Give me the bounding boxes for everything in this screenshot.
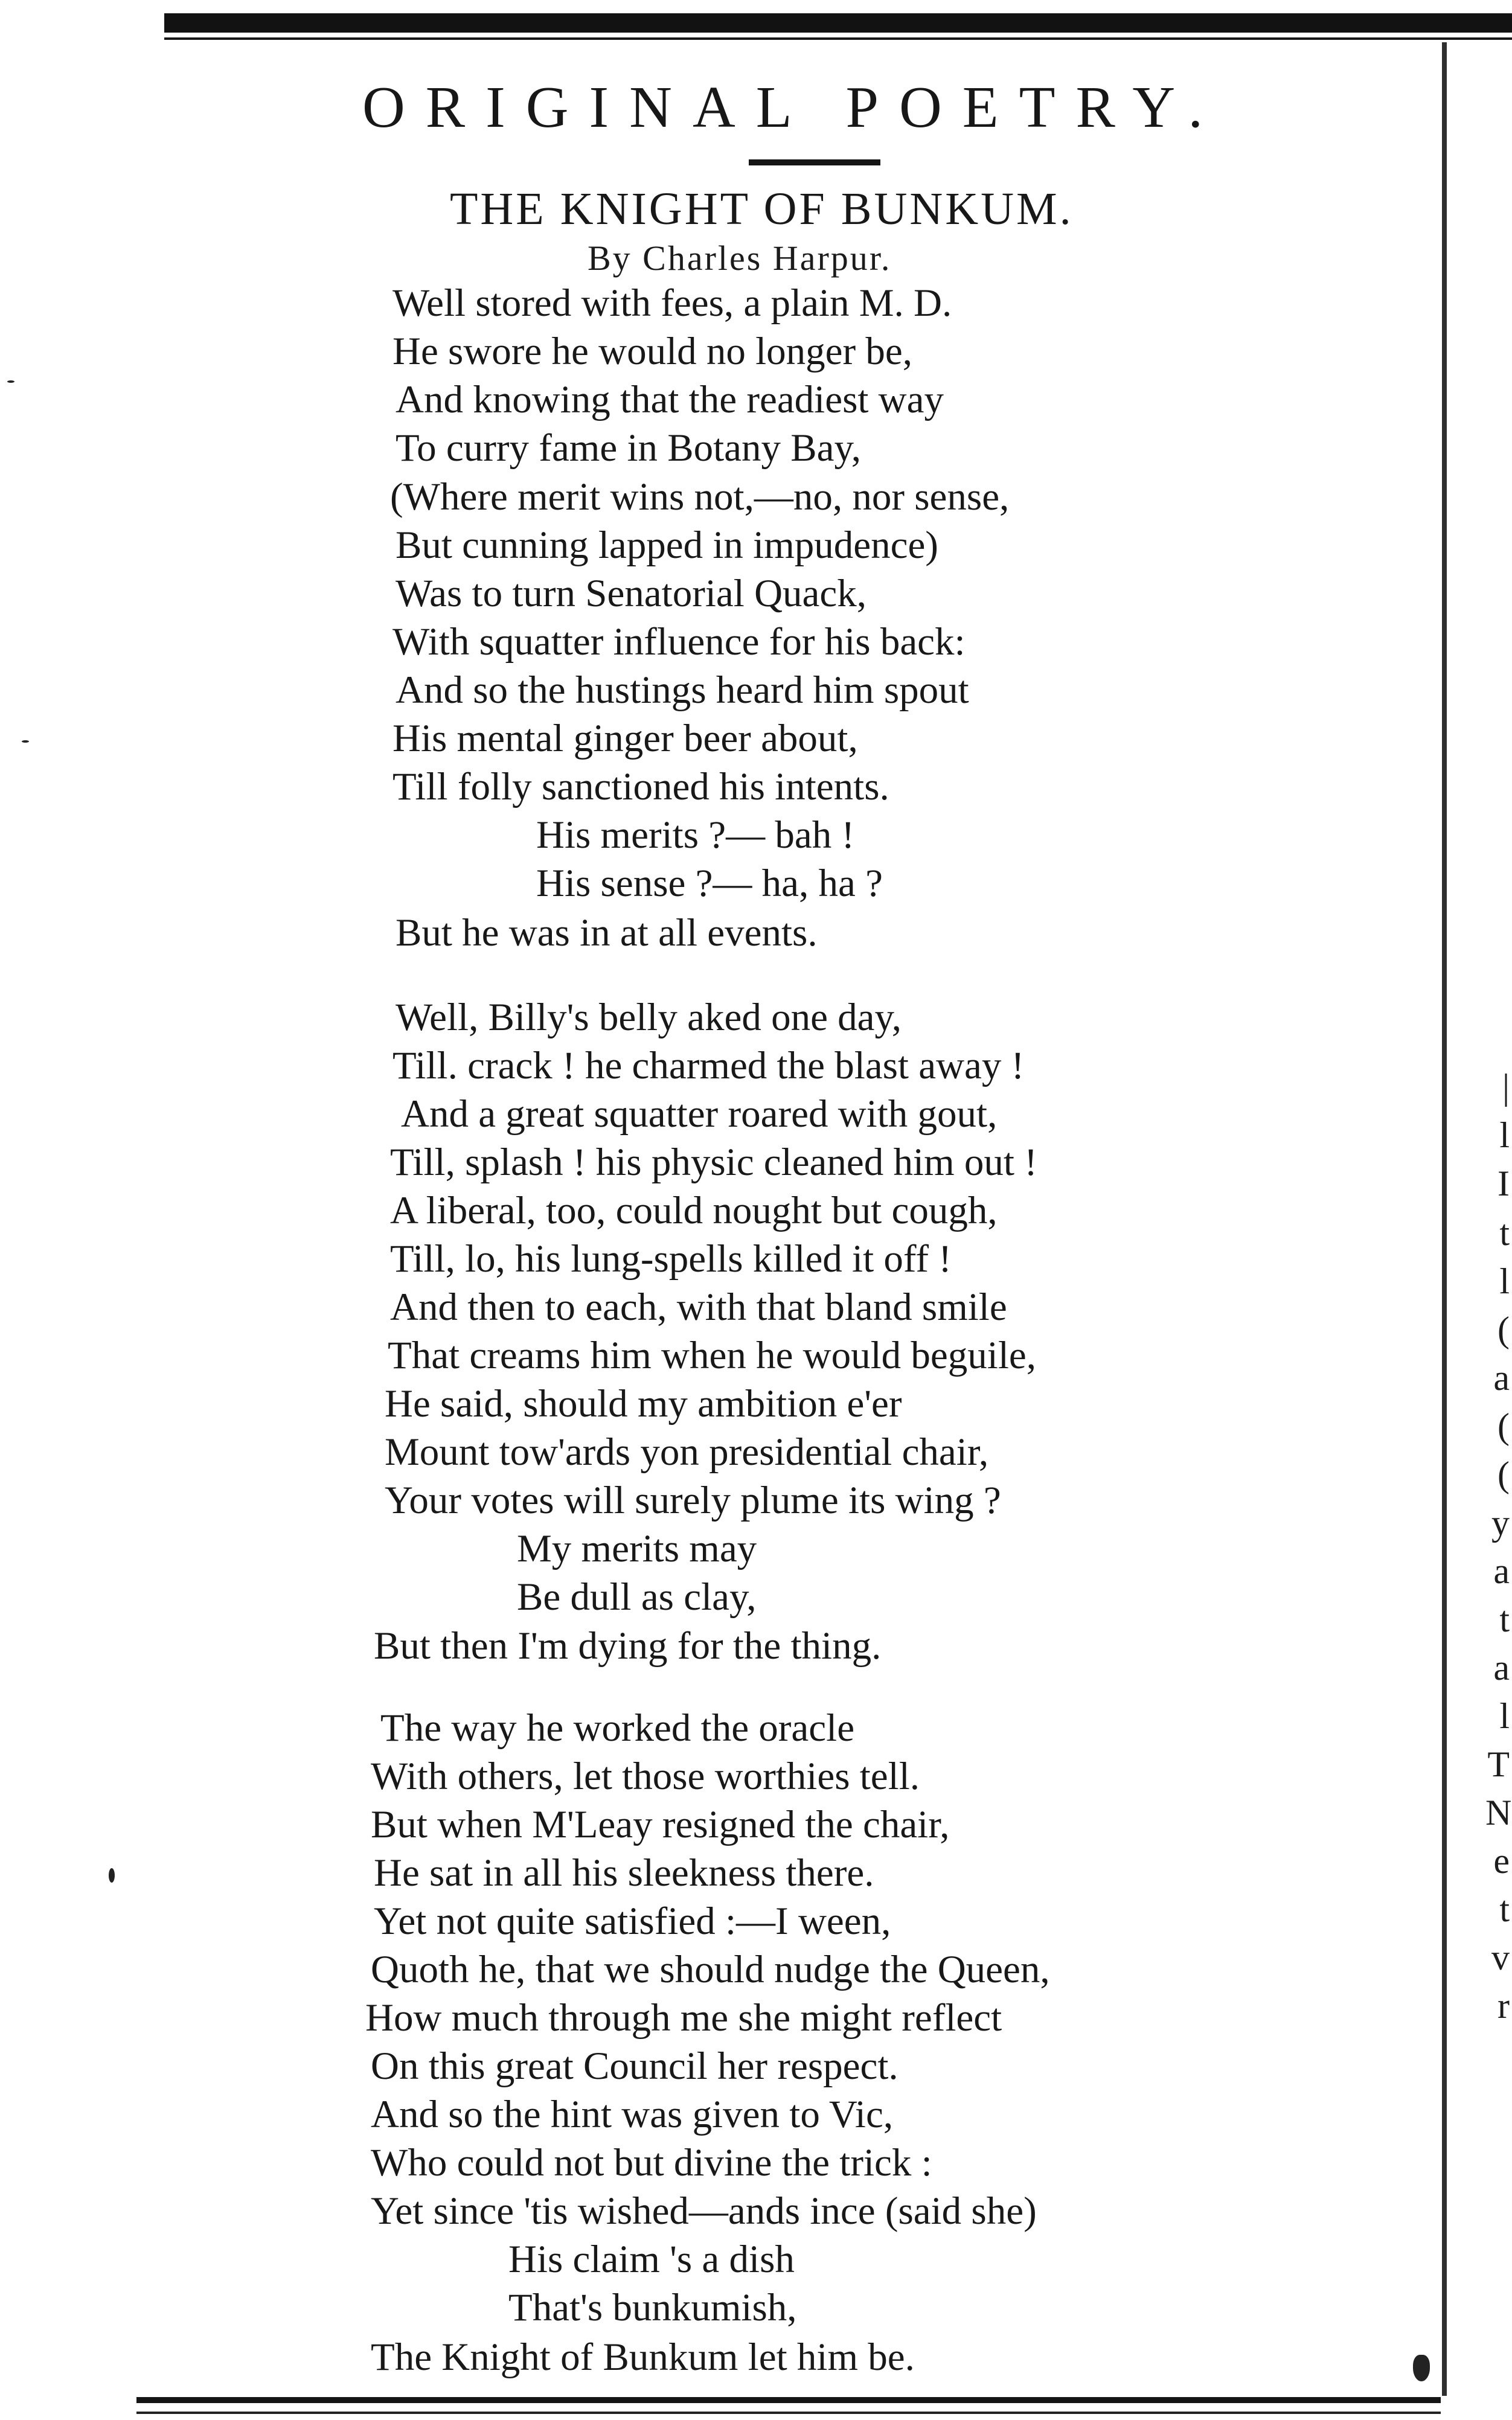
ink-speck — [7, 380, 14, 383]
poem-line: The way he worked the oracle — [380, 1706, 855, 1750]
margin-letter: v — [1491, 1938, 1510, 1977]
poem-line: Your votes will surely plume its wing ? — [385, 1479, 1001, 1522]
poem-line: And knowing that the readiest way — [396, 378, 944, 421]
poem-line: He sat in all his sleekness there. — [374, 1851, 874, 1895]
ink-speck — [22, 740, 29, 743]
poem-line: And a great squatter roared with gout, — [401, 1092, 998, 1136]
margin-letter: N — [1485, 1793, 1512, 1833]
poem-line: His claim 's a dish — [508, 2238, 795, 2281]
margin-letter: y — [1491, 1503, 1510, 1543]
poem-line: But cunning lapped in impudence) — [396, 523, 938, 567]
margin-letter: T — [1487, 1744, 1510, 1784]
margin-letter: l — [1499, 1261, 1510, 1301]
author-byline: By Charles Harpur. — [588, 238, 892, 278]
margin-letter: I — [1498, 1164, 1510, 1203]
poem-line: With squatter influence for his back: — [392, 620, 966, 664]
poem-line: But he was in at all events. — [396, 911, 818, 955]
poem-line: That's bunkumish, — [508, 2286, 797, 2329]
margin-letter: r — [1498, 1986, 1510, 2026]
ink-blot — [1413, 2355, 1430, 2381]
poem-line: Well, Billy's belly aked one day, — [396, 996, 902, 1039]
poem-line: Till. crack ! he charmed the blast away ! — [392, 1044, 1025, 1087]
poem-line: Who could not but divine the trick : — [371, 2141, 932, 2185]
poem-line: With others, let those worthies tell. — [371, 1755, 920, 1798]
poem-line: And then to each, with that bland smile — [390, 1285, 1007, 1329]
poem-line: Was to turn Senatorial Quack, — [396, 572, 867, 615]
poem-line: He swore he would no longer be, — [392, 330, 913, 373]
poem-line: My merits may — [517, 1527, 757, 1570]
section-title: ORIGINAL POETRY. — [362, 75, 1224, 140]
margin-letter: t — [1499, 1213, 1510, 1253]
bottom-thick-rule — [136, 2397, 1441, 2403]
poem-line: Quoth he, that we should nudge the Queen, — [371, 1948, 1050, 1991]
margin-letter: a — [1493, 1551, 1510, 1591]
poem-line: Till, splash ! his physic cleaned him out ! — [390, 1141, 1037, 1184]
bottom-thin-rule — [136, 2412, 1441, 2414]
poem-line: Yet since 'tis wished—ands ince (said she) — [371, 2189, 1037, 2233]
margin-letter: l — [1499, 1696, 1510, 1736]
poem-line: Mount tow'ards yon presidential chair, — [385, 1430, 989, 1474]
poem-line: But when M'Leay resigned the chair, — [371, 1803, 950, 1846]
poem-line: On this great Council her respect. — [371, 2044, 899, 2088]
poem-line: And so the hint was given to Vic, — [371, 2093, 894, 2136]
poem-line: His merits ?— bah ! — [536, 813, 855, 857]
poem-line: Till folly sanctioned his intents. — [392, 765, 889, 808]
poem-title: THE KNIGHT OF BUNKUM. — [450, 184, 1074, 234]
margin-letter: t — [1499, 1599, 1510, 1639]
poem-line: To curry fame in Botany Bay, — [396, 426, 862, 470]
margin-letter: ( — [1498, 1455, 1510, 1494]
poem-line: Well stored with fees, a plain M. D. — [392, 281, 952, 325]
poem-line: Be dull as clay, — [517, 1575, 757, 1619]
margin-letter: a — [1493, 1648, 1510, 1688]
poem-line: But then I'm dying for the thing. — [374, 1624, 882, 1668]
poem-line: His mental ginger beer about, — [392, 717, 858, 760]
poem-line: His sense ?— ha, ha ? — [536, 862, 883, 905]
margin-letter: ( — [1498, 1406, 1510, 1446]
poem-line: He said, should my ambition e'er — [385, 1382, 902, 1426]
margin-letter: e — [1493, 1841, 1510, 1881]
poem-line: The Knight of Bunkum let him be. — [371, 2335, 915, 2379]
margin-letter: ( — [1498, 1310, 1510, 1349]
ink-speck — [109, 1868, 115, 1883]
poem-line: That creams him when he would beguile, — [388, 1334, 1036, 1377]
poem-line: Yet not quite satisfied :—I ween, — [374, 1900, 891, 1943]
poem-line: Till, lo, his lung-spells killed it off ! — [390, 1237, 952, 1281]
margin-letter: | — [1502, 1067, 1510, 1107]
poem-line: And so the hustings heard him spout — [396, 668, 969, 712]
margin-letter: t — [1499, 1889, 1510, 1929]
poem-line: (Where merit wins not,—no, nor sense, — [390, 475, 1010, 519]
poem-line: A liberal, too, could nought but cough, — [390, 1189, 998, 1232]
margin-letter: l — [1499, 1115, 1510, 1155]
poem-line: How much through me she might reflect — [365, 1996, 1002, 2040]
margin-letter: a — [1493, 1358, 1510, 1398]
